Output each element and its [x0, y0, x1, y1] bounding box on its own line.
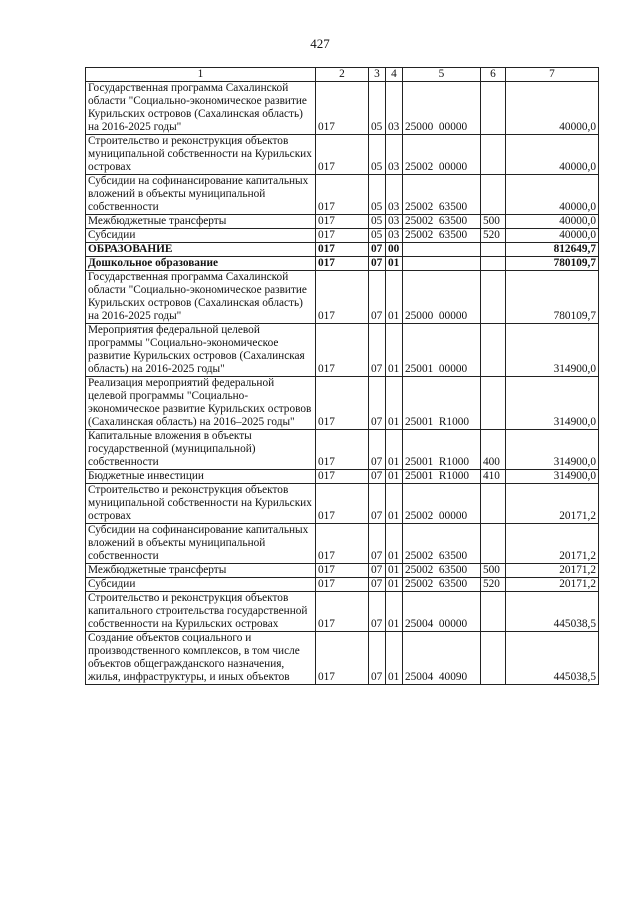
section-cell: 07	[369, 377, 386, 430]
amount-cell: 20171,2	[506, 524, 599, 564]
admin-code-cell: 017	[316, 243, 369, 257]
section-cell: 07	[369, 430, 386, 470]
expense-type-cell: 500	[481, 215, 506, 229]
subsection-cell: 01	[386, 257, 403, 271]
column-header: 5	[403, 68, 481, 82]
section-cell: 07	[369, 484, 386, 524]
table-row	[86, 229, 599, 243]
section-cell: 05	[369, 82, 386, 135]
target-article-cell: 25002 63500	[403, 175, 481, 215]
amount-cell: 40000,0	[506, 229, 599, 243]
table-row	[86, 175, 599, 215]
admin-code-cell: 017	[316, 592, 369, 632]
subsection-cell: 01	[386, 484, 403, 524]
section-cell: 07	[369, 578, 386, 592]
amount-cell: 20171,2	[506, 484, 599, 524]
row-name-cell: Субсидии	[86, 229, 316, 243]
table-row	[86, 430, 599, 470]
expense-type-cell	[481, 243, 506, 257]
admin-code-cell: 017	[316, 135, 369, 175]
target-article-cell: 25000 00000	[403, 271, 481, 324]
target-article-cell: 25002 63500	[403, 578, 481, 592]
subsection-cell: 01	[386, 377, 403, 430]
expense-type-cell: 520	[481, 229, 506, 243]
row-name-cell: Строительство и реконструкция объектов капитального строительства государственной собственности на Курильских островах	[86, 592, 316, 632]
row-name-cell: Государственная программа Сахалинской области "Социально-экономическое развитие Курильских островов (Сахалинская область) на 2016-2025 годы"	[86, 82, 316, 135]
expense-type-cell	[481, 82, 506, 135]
row-name-cell: Создание объектов социального и производственного комплексов, в том числе объектов общегражданского назначения, жилья, инфраструктуры, и иных объектов	[86, 632, 316, 685]
admin-code-cell: 017	[316, 215, 369, 229]
target-article-cell: 25002 63500	[403, 229, 481, 243]
expense-type-cell	[481, 135, 506, 175]
expense-type-cell: 500	[481, 564, 506, 578]
admin-code-cell: 017	[316, 470, 369, 484]
column-header: 4	[386, 68, 403, 82]
subsection-cell: 01	[386, 578, 403, 592]
row-name-cell: Строительство и реконструкция объектов муниципальной собственности на Курильских островах	[86, 484, 316, 524]
table-row	[86, 632, 599, 685]
target-article-cell: 25001 R1000	[403, 430, 481, 470]
table-row	[86, 484, 599, 524]
target-article-cell: 25002 63500	[403, 564, 481, 578]
table-header-row	[86, 68, 599, 82]
expense-type-cell	[481, 257, 506, 271]
section-cell: 05	[369, 215, 386, 229]
amount-cell: 780109,7	[506, 257, 599, 271]
subsection-cell: 03	[386, 215, 403, 229]
expense-type-cell	[481, 592, 506, 632]
target-article-cell: 25002 00000	[403, 484, 481, 524]
section-cell: 05	[369, 175, 386, 215]
amount-cell: 40000,0	[506, 82, 599, 135]
table-row	[86, 257, 599, 271]
expense-type-cell	[481, 484, 506, 524]
expense-type-cell	[481, 524, 506, 564]
expense-type-cell	[481, 271, 506, 324]
admin-code-cell: 017	[316, 578, 369, 592]
subsection-cell: 01	[386, 524, 403, 564]
row-name-cell: Государственная программа Сахалинской области "Социально-экономическое развитие Курильских островов (Сахалинская область) на 2016-2025 годы"	[86, 271, 316, 324]
admin-code-cell: 017	[316, 229, 369, 243]
row-name-cell: Мероприятия федеральной целевой программы "Социально-экономическое развитие Курильских островов (Сахалинская область) на 2016-2025 годы"	[86, 324, 316, 377]
admin-code-cell: 017	[316, 324, 369, 377]
amount-cell: 20171,2	[506, 578, 599, 592]
subsection-cell: 01	[386, 632, 403, 685]
section-cell: 07	[369, 470, 386, 484]
table-row	[86, 135, 599, 175]
target-article-cell: 25001 R1000	[403, 377, 481, 430]
target-article-cell: 25000 00000	[403, 82, 481, 135]
section-cell: 05	[369, 135, 386, 175]
section-cell: 07	[369, 257, 386, 271]
amount-cell: 40000,0	[506, 215, 599, 229]
target-article-cell: 25002 00000	[403, 135, 481, 175]
subsection-cell: 01	[386, 324, 403, 377]
admin-code-cell: 017	[316, 82, 369, 135]
table-row	[86, 564, 599, 578]
row-name-cell: Субсидии на софинансирование капитальных вложений в объекты муниципальной собственности	[86, 524, 316, 564]
expense-type-cell	[481, 175, 506, 215]
row-name-cell: Межбюджетные трансферты	[86, 564, 316, 578]
row-name-cell: Дошкольное образование	[86, 257, 316, 271]
subsection-cell: 01	[386, 470, 403, 484]
admin-code-cell: 017	[316, 377, 369, 430]
amount-cell: 314900,0	[506, 324, 599, 377]
table-row	[86, 215, 599, 229]
target-article-cell: 25002 63500	[403, 524, 481, 564]
column-header: 3	[369, 68, 386, 82]
section-cell: 07	[369, 592, 386, 632]
section-cell: 07	[369, 243, 386, 257]
column-header: 2	[316, 68, 369, 82]
target-article-cell: 25001 R1000	[403, 470, 481, 484]
subsection-cell: 01	[386, 564, 403, 578]
amount-cell: 445038,5	[506, 592, 599, 632]
section-cell: 07	[369, 271, 386, 324]
row-name-cell: Строительство и реконструкция объектов муниципальной собственности на Курильских островах	[86, 135, 316, 175]
row-name-cell: ОБРАЗОВАНИЕ	[86, 243, 316, 257]
column-header: 1	[86, 68, 316, 82]
column-header: 7	[506, 68, 599, 82]
admin-code-cell: 017	[316, 430, 369, 470]
expense-type-cell: 410	[481, 470, 506, 484]
section-cell: 07	[369, 564, 386, 578]
amount-cell: 20171,2	[506, 564, 599, 578]
row-name-cell: Субсидии на софинансирование капитальных вложений в объекты муниципальной собственности	[86, 175, 316, 215]
table-row	[86, 592, 599, 632]
row-name-cell: Бюджетные инвестиции	[86, 470, 316, 484]
column-header: 6	[481, 68, 506, 82]
row-name-cell: Межбюджетные трансферты	[86, 215, 316, 229]
section-cell: 05	[369, 229, 386, 243]
amount-cell: 314900,0	[506, 470, 599, 484]
amount-cell: 40000,0	[506, 135, 599, 175]
admin-code-cell: 017	[316, 564, 369, 578]
amount-cell: 40000,0	[506, 175, 599, 215]
subsection-cell: 03	[386, 135, 403, 175]
subsection-cell: 03	[386, 82, 403, 135]
admin-code-cell: 017	[316, 271, 369, 324]
subsection-cell: 03	[386, 175, 403, 215]
section-cell: 07	[369, 632, 386, 685]
budget-table	[85, 67, 599, 685]
row-name-cell: Капитальные вложения в объекты государственной (муниципальной) собственности	[86, 430, 316, 470]
expense-type-cell: 520	[481, 578, 506, 592]
expense-type-cell: 400	[481, 430, 506, 470]
amount-cell: 445038,5	[506, 632, 599, 685]
row-name-cell: Реализация мероприятий федеральной целевой программы "Социально-экономическое развитие Курильских островов (Сахалинская область) на 2016–2025 годы"	[86, 377, 316, 430]
section-cell: 07	[369, 324, 386, 377]
amount-cell: 314900,0	[506, 430, 599, 470]
target-article-cell: 25004 00000	[403, 592, 481, 632]
admin-code-cell: 017	[316, 484, 369, 524]
target-article-cell	[403, 243, 481, 257]
table-row	[86, 82, 599, 135]
table-row	[86, 524, 599, 564]
expense-type-cell	[481, 632, 506, 685]
page-number: 427	[310, 36, 330, 51]
subsection-cell: 01	[386, 271, 403, 324]
target-article-cell	[403, 257, 481, 271]
amount-cell: 314900,0	[506, 377, 599, 430]
subsection-cell: 01	[386, 430, 403, 470]
expense-type-cell	[481, 377, 506, 430]
row-name-cell: Субсидии	[86, 578, 316, 592]
amount-cell: 812649,7	[506, 243, 599, 257]
table-row	[86, 243, 599, 257]
table-row	[86, 271, 599, 324]
table-row	[86, 324, 599, 377]
subsection-cell: 03	[386, 229, 403, 243]
subsection-cell: 00	[386, 243, 403, 257]
admin-code-cell: 017	[316, 257, 369, 271]
table-row	[86, 377, 599, 430]
target-article-cell: 25004 40090	[403, 632, 481, 685]
target-article-cell: 25002 63500	[403, 215, 481, 229]
target-article-cell: 25001 00000	[403, 324, 481, 377]
expense-type-cell	[481, 324, 506, 377]
table-row	[86, 578, 599, 592]
admin-code-cell: 017	[316, 524, 369, 564]
admin-code-cell: 017	[316, 632, 369, 685]
admin-code-cell: 017	[316, 175, 369, 215]
section-cell: 07	[369, 524, 386, 564]
subsection-cell: 01	[386, 592, 403, 632]
table-row	[86, 470, 599, 484]
amount-cell: 780109,7	[506, 271, 599, 324]
